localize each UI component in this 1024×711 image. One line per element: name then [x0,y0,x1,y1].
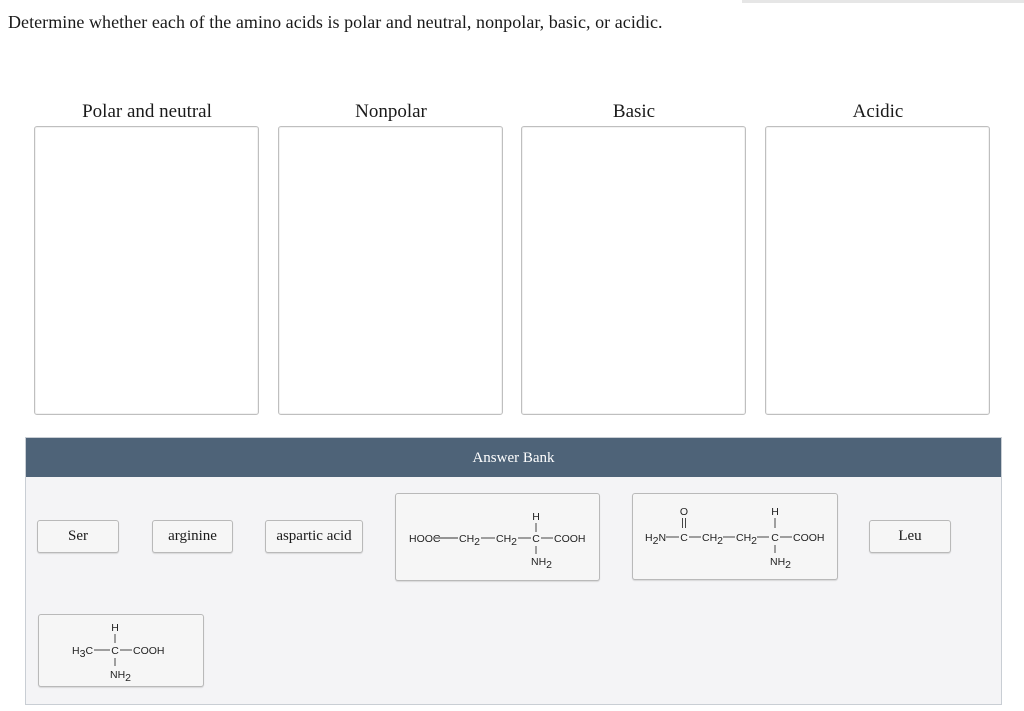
answer-tile-structure-glutamic-acid[interactable] [395,493,600,581]
ch2-label: CH2 [736,532,758,547]
ch2-label: CH2 [702,532,724,547]
alanine-structure-drawing [40,616,202,685]
alpha-h-label: H [771,506,779,518]
answer-tile-leu[interactable]: Leu [869,520,951,553]
alpha-h-label: H [531,511,540,523]
alpha-carbon-label: C [771,532,779,544]
category-heading-nonpolar: Nonpolar [355,101,427,122]
answer-tile-ser[interactable]: Ser [37,520,119,553]
alpha-carbon-label: C [531,533,540,545]
question-prompt: Determine whether each of the amino acids is polar and neutral, nonpolar, basic, or acidic. [8,12,663,32]
answer-bank-title: Answer Bank [26,438,1001,477]
category-heading-acidic: Acidic [852,101,904,122]
drop-zone-acidic[interactable] [765,126,990,415]
ch2-label: CH2 [495,533,517,548]
hooc-label: HOOC [408,533,440,545]
nh2-label: NH2 [110,669,132,684]
nh2-label: NH2 [530,556,552,571]
drop-zone-nonpolar[interactable] [278,126,503,415]
glutamic-acid-structure-drawing [398,495,598,579]
cooh-label: COOH [133,645,165,657]
answer-tile-structure-alanine[interactable] [38,614,204,687]
nh2-label: NH2 [770,556,792,571]
alpha-h-label: H [111,622,119,634]
h3c-label: H3C [72,645,94,660]
glutamine-structure-drawing [634,495,836,578]
cooh-label: COOH [553,533,585,545]
category-heading-polar-neutral: Polar and neutral [82,101,212,122]
ch2-label: CH2 [458,533,480,548]
drop-zone-polar-neutral[interactable] [34,126,259,415]
drop-zone-basic[interactable] [521,126,746,415]
answer-tile-structure-glutamine[interactable] [632,493,838,580]
answer-tile-aspartic-acid[interactable]: aspartic acid [265,520,363,553]
amide-carbon-label: C [680,532,688,544]
alpha-carbon-label: C [111,645,119,657]
top-divider [742,0,1024,3]
h2n-label: H2N [645,532,667,547]
answer-tile-arginine[interactable]: arginine [152,520,233,553]
carbonyl-o-label: O [679,506,689,518]
cooh-label: COOH [793,532,825,544]
category-heading-basic: Basic [612,101,656,122]
